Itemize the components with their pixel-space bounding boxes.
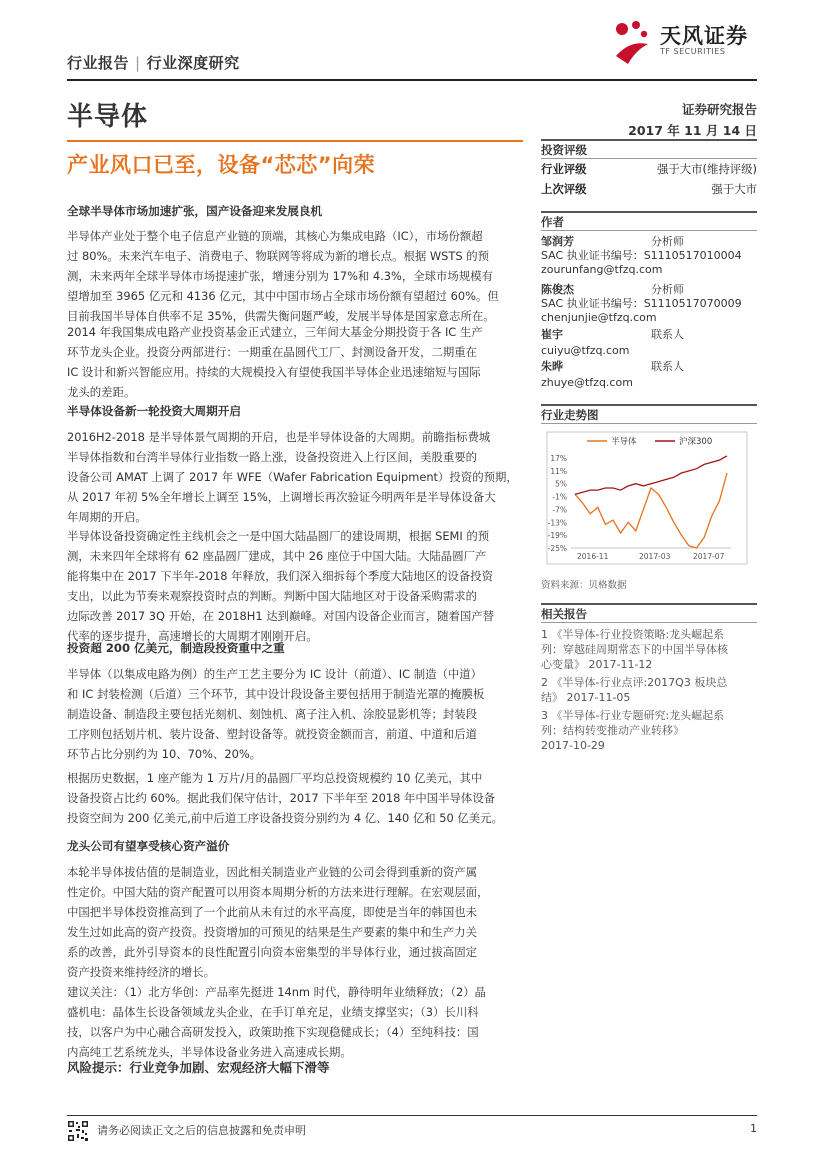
- page-number: 1: [750, 1122, 757, 1135]
- chart-x-axis: [577, 552, 725, 561]
- paragraph: 半导体产业处于整个电子信息产业链的顶端，其核心为集成电路（IC），市场份额超 过 80%。未来汽车电子、消费电子、物联网等将成为新的增长点。根据 WSTS 的预 测，未来两年全球半导体市场提速扩张，增速分别为 17%和 4.3%，全球市场规模有 望增加至 3965 亿元和 4136 亿元，其中中国市场占全球市场份额有望超过 60%。但 目前我国半导体自供率不足 35%，供需失衡问题严峻，发展半导体是国家意志所在。: [67, 229, 499, 323]
- rating-label: 行业评级: [541, 162, 587, 176]
- author-card: 崔宇 联系人 cuiyu@tfzq.com: [541, 327, 757, 359]
- report-title: 产业风口已至，设备“芯芯”向荣: [67, 153, 376, 177]
- y-tick-label: 11%: [550, 466, 567, 476]
- paragraph: 本轮半导体拔估值的是制造业，因此相关制造业产业链的公司会得到重新的资产属 性定价。中国大陆的资产配置可以用资本周期分析的方法来进行理解。在宏观层面， 中国把半导体投资推高到了一个此前从未有过的水平高度，即使是当年的韩国也未 发生过如此高的资产投资。投资增加的可预见的结果是生产要素的集中和生产力关 系的改善，此外引导资本的良性配置引向资本密集型的半导体行业，通过拔高固定 资产投资来维持经济的增长。: [67, 865, 489, 979]
- report-date: 2017 年 11 月 14 日: [628, 123, 757, 138]
- author-card: 朱晔 联系人 zhuye@tfzq.com: [541, 359, 757, 391]
- section-heading: 投资超 200 亿美元，制造段投资重中之重: [67, 641, 285, 655]
- sidebar-rule: [541, 230, 757, 231]
- sidebar-rule: [541, 404, 757, 406]
- author-email[interactable]: chenjunjie@tfzq.com: [541, 311, 657, 324]
- footer-disclaimer[interactable]: 请务必阅读正文之后的信息披露和免责申明: [97, 1124, 306, 1137]
- related-report[interactable]: 2 《半导体-行业点评:2017Q3 板块总 结》 2017-11-05: [541, 676, 728, 704]
- doc-type: 证券研究报告: [681, 102, 757, 117]
- risk-warning: 风险提示：行业竞争加剧、宏观经济大幅下滑等: [67, 1060, 330, 1075]
- sidebar-rule: [541, 423, 757, 424]
- x-tick-label: 2016-11: [577, 552, 609, 561]
- chart-source: 资料来源：贝格数据: [541, 580, 627, 591]
- prev-rating-label: 上次评级: [541, 182, 587, 196]
- y-tick-label: -25%: [547, 544, 567, 553]
- footer-rule: [67, 1115, 757, 1116]
- sidebar-rule: [541, 211, 757, 213]
- y-tick-label: 5%: [555, 479, 567, 489]
- rating-value: 强于大市(维持评级): [656, 162, 757, 176]
- y-tick-label: 17%: [550, 454, 567, 463]
- paragraph: 2016H2-2018 是半导体景气周期的开启，也是半导体设备的大周期。前瞻指标费城 半导体指数和台湾半导体行业指数一路上涨，设备投资进入上行区间，美股重要的 设备公司 AMAT 上调了 2017 年 WFE（Wafer Fabrication Equipment）投资的预期， 从 2017 年初 5%全年增长上调至 15%，上调增长再次验证今明两年是半导体设备大 年周期的开启。: [67, 430, 518, 524]
- section-heading: 全球半导体市场加速扩张，国产设备迎来发展良机: [67, 204, 323, 218]
- author-card: 陈俊杰 分析师 SAC 执业证书编号：S1110517070009 chenjunjie@tfzq.com: [541, 283, 757, 325]
- sidebar-rule: [541, 139, 757, 141]
- author-email[interactable]: zourunfang@tfzq.com: [541, 263, 663, 276]
- y-tick-label: -13%: [547, 518, 567, 528]
- sidebar-rule: [541, 603, 757, 605]
- sector-title: 半导体: [67, 102, 149, 132]
- x-tick-label: 2017-07: [693, 552, 725, 561]
- rating-heading: 投资评级: [541, 143, 587, 157]
- section-heading: 龙头公司有望享受核心资产溢价: [67, 839, 230, 853]
- author-email[interactable]: cuiyu@tfzq.com: [541, 344, 630, 357]
- paragraph: 半导体设备投资确定性主线机会之一是中国大陆晶圆厂的建设周期，根据 SEMI 的预 测，未来四年全球将有 62 座晶圆厂建成，其中 26 座位于中国大陆。大陆晶圆厂产 能将集中在 2017 下半年-2018 年释放，我们深入细拆每个季度大陆地区的设备投资 支出，以此为节奏来观察投资时点的判断。判断中国大陆地区对于设备采购需求的 边际改善 2017 3Q 开始，在 2018H1 达到巅峰。对国内设备企业而言，随着国产替 代率的逐步提升，高速增长的大周期才刚刚开启。: [67, 529, 495, 643]
- header-rule: [67, 79, 757, 81]
- logo-mark-icon: [610, 20, 656, 68]
- logo-text-cn: 天风证券: [660, 24, 748, 48]
- related-report[interactable]: 3 《半导体-行业专题研究:龙头崛起系 列：结构转变推动产业转移》 2017-10-29: [541, 709, 725, 752]
- paragraph: 半导体（以集成电路为例）的生产工艺主要分为 IC 设计（前道）、IC 制造（中道） 和 IC 封装检测（后道）三个环节，其中设计段设备主要包括用于制造光罩的掩膜板 制造设备、制造段主要包括光刻机、刻蚀机、离子注入机、涂胶显影机等；封装段 工序则包括划片机、装片设备、塑封设备等。就投资金额而言，前道、中道和后道 环节占比分别约为 10、70%、20%。: [67, 667, 485, 761]
- sidebar-rule: [541, 158, 757, 159]
- author-email[interactable]: zhuye@tfzq.com: [541, 376, 633, 389]
- chart-y-axis: [548, 454, 567, 553]
- x-tick-label: 2017-03: [639, 552, 671, 561]
- section-heading: 半导体设备新一轮投资大周期开启: [67, 404, 241, 418]
- subcategory-label: 行业深度研究: [146, 54, 240, 72]
- paragraph: 2014 年我国集成电路产业投资基金正式建立，三年间大基金分期投资于各 IC 生产 环节龙头企业。投资分两部进行：一期重在晶圆代工厂、封测设备开发，二期重在 IC 设计和新兴智能应用。持续的大规模投入有望使我国半导体企业迅速缩短与国际 龙头的差距。: [67, 325, 483, 399]
- legend-label: 沪深300: [679, 437, 713, 447]
- sidebar-rule: [541, 622, 757, 623]
- logo-text-en: TF SECURITIES: [660, 47, 726, 56]
- category-separator: |: [135, 54, 141, 72]
- report-category: [67, 52, 240, 73]
- chart-series: [575, 456, 727, 548]
- prev-rating-value: 强于大市: [711, 182, 757, 196]
- legend-label: 半导体: [611, 437, 637, 447]
- chart-legend: [587, 436, 712, 447]
- author-card: 邹润芳 分析师 SAC 执业证书编号：S1110517010004 zourunfang@tfzq.com: [541, 235, 757, 277]
- y-tick-label: -7%: [552, 505, 567, 515]
- category-label: 行业报告: [67, 54, 130, 72]
- qr-code-icon: [67, 1120, 89, 1142]
- title-rule: [67, 140, 523, 142]
- paragraph: 建议关注：（1）北方华创：产品率先挺进 14nm 时代，静待明年业绩释放；（2）晶 盛机电：晶体生长设备领域龙头企业，在手订单充足，业绩支撑坚实；（3）长川科 技，以客户为中心融合高研发投入，政策助推下实现稳健成长；（4）至纯科技：国 内高纯工艺系统龙头，半导体设备业务进入高速成长期。: [67, 985, 487, 1059]
- related-report[interactable]: 1 《半导体-行业投资策略:龙头崛起系 列：穿越硅周期常态下的中国半导体核 心变量》 2017-11-12: [541, 628, 728, 671]
- authors-heading: 作者: [541, 215, 564, 229]
- trend-heading: 行业走势图: [541, 408, 599, 422]
- y-tick-label: -19%: [547, 531, 567, 541]
- paragraph: 根据历史数据，1 座产能为 1 万片/月的晶圆厂平均总投资规模约 10 亿美元，其中 设备投资占比约 60%。据此我们保守估计，2017 下半年至 2018 年中国半导体设备 投资空间为 200 亿美元,前中后道工序设备投资分别约为 4 亿、140 亿和 50 亿美元。: [67, 771, 503, 825]
- industry-trend-chart: [541, 428, 757, 574]
- related-heading: 相关报告: [541, 607, 587, 621]
- y-tick-label: -1%: [552, 492, 567, 502]
